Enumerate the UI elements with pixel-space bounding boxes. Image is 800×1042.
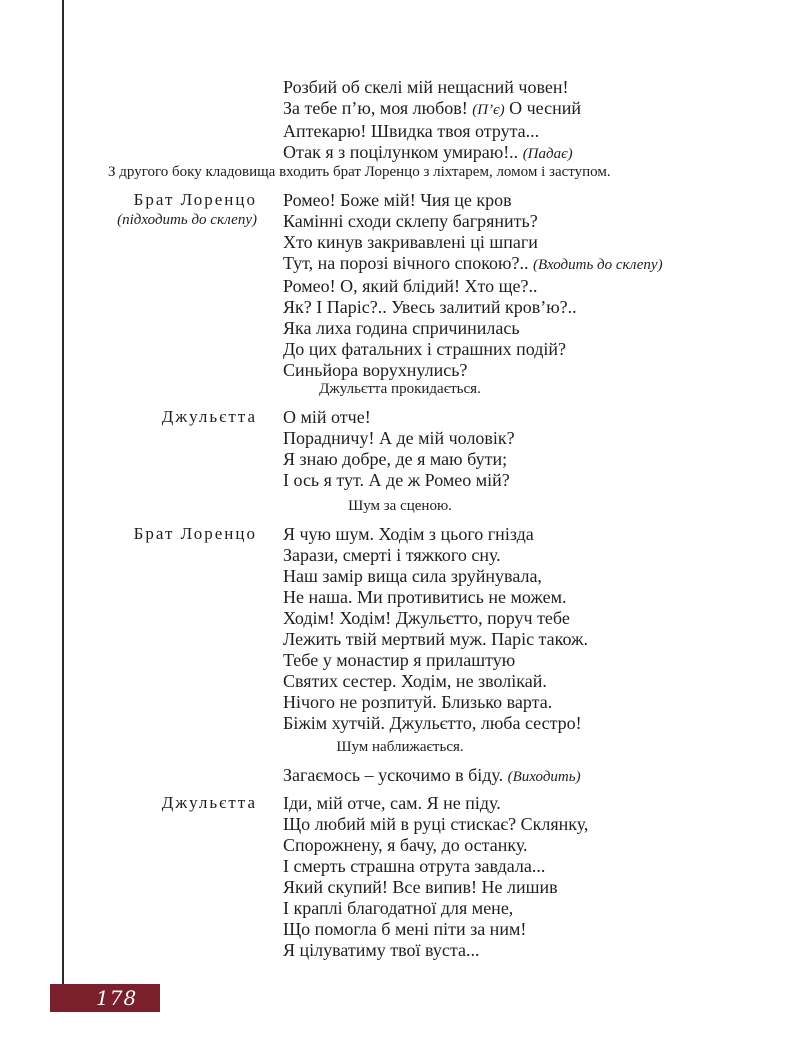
verse-line: І ось я тут. А де ж Ромео мій? bbox=[283, 470, 510, 490]
stage-direction: (Падає) bbox=[522, 146, 573, 162]
verse-line: Наш замір вища сила зруйнувала, bbox=[283, 566, 542, 586]
verse-block-1 bbox=[283, 77, 581, 165]
page-number: 178 bbox=[96, 986, 138, 1010]
speaker-note: (підходить до склепу) bbox=[117, 212, 257, 228]
stage-direction-center: Шум наближається. bbox=[336, 739, 464, 755]
verse-line: Ромео! О, який блідий! Хто ще?.. bbox=[283, 276, 538, 296]
verse-line: Зарази, смерті і тяжкого сну. bbox=[283, 545, 501, 565]
verse-line: Яка лиха година спричинилась bbox=[283, 318, 520, 338]
verse-line: Тебе у монастир я прилаштую bbox=[283, 650, 516, 670]
stage-direction-center: Джульєтта прокидається. bbox=[319, 381, 481, 397]
verse-line: Я чую шум. Ходім з цього гнізда bbox=[283, 524, 534, 544]
speaker-name: Брат Лоренцо bbox=[133, 190, 257, 209]
verse-line: О мій отче! bbox=[283, 407, 371, 427]
verse-line: Що помогла б мені піти за ним! bbox=[283, 919, 527, 939]
verse-line: Я знаю добре, де я маю бути; bbox=[283, 449, 508, 469]
verse-block-6 bbox=[283, 793, 588, 961]
speaker-name: Брат Лоренцо bbox=[133, 524, 257, 543]
speaker-name: Джульєтта bbox=[161, 793, 257, 812]
verse-line: За тебе п’ю, моя любов! (П’є) О чесний bbox=[283, 98, 582, 118]
verse-line: Святих сестер. Ходім, не зволікай. bbox=[283, 671, 547, 691]
verse-line: Я цілуватиму твої вуста... bbox=[283, 940, 480, 960]
verse-line: Біжім хутчій. Джульєтто, люба сестро! bbox=[283, 713, 582, 733]
verse-line: І краплі благодатної для мене, bbox=[283, 898, 514, 918]
verse-line: Розбий об скелі мій нещасний човен! bbox=[283, 77, 569, 97]
stage-direction: (Входить до склепу) bbox=[533, 257, 663, 273]
verse-line: Спорожнену, я бачу, до останку. bbox=[283, 835, 528, 855]
verse-line: Ромео! Боже мій! Чия це кров bbox=[283, 190, 512, 210]
verse-line: Іди, мій отче, сам. Я не піду. bbox=[283, 793, 501, 813]
verse-line: Не наша. Ми противитись не можем. bbox=[283, 587, 567, 607]
stage-direction: (Виходить) bbox=[507, 769, 581, 785]
verse-block-2 bbox=[283, 190, 663, 381]
verse-line: Лежить твій мертвий муж. Паріс також. bbox=[283, 629, 588, 649]
stage-direction: (П’є) bbox=[472, 102, 505, 118]
verse-line: І смерть страшна отрута завдала... bbox=[283, 856, 546, 876]
speaker-name: Джульєтта bbox=[161, 407, 257, 426]
verse-line: Хто кинув закривавлені ці шпаги bbox=[283, 232, 538, 252]
verse-block-5 bbox=[283, 765, 581, 788]
verse-block-3 bbox=[283, 407, 515, 491]
verse-line: Отак я з поцілунком умираю!.. (Падає) bbox=[283, 142, 573, 162]
verse-line: Тут, на порозі вічного спокою?.. (Входить до склепу) bbox=[283, 253, 663, 273]
verse-line: Ходім! Ходім! Джульєтто, поруч тебе bbox=[283, 608, 570, 628]
verse-line: Що любий мій в руці стискає? Склянку, bbox=[283, 814, 589, 834]
verse-line: Який скупий! Все випив! Не лишив bbox=[283, 877, 558, 897]
verse-line: Аптекарю! Швидка твоя отрута... bbox=[283, 121, 540, 141]
verse-line: Нічого не розпитуй. Близько варта. bbox=[283, 692, 553, 712]
verse-line: Порадничу! А де мій чоловік? bbox=[283, 428, 515, 448]
stage-direction-center: З другого боку кладовища входить брат Лоренцо з ліхтарем, ломом і заступом. bbox=[108, 164, 611, 180]
verse-line: Загаємось – ускочимо в біду. (Виходить) bbox=[283, 765, 581, 785]
stage-direction-center: Шум за сценою. bbox=[348, 498, 452, 514]
verse-block-4 bbox=[283, 524, 588, 734]
verse-line: До цих фатальних і страшних подій? bbox=[283, 339, 567, 359]
verse-line: Як? І Паріс?.. Увесь залитий кров’ю?.. bbox=[283, 297, 577, 317]
verse-line: Синьйора ворухнулись? bbox=[283, 360, 468, 380]
verse-line: Камінні сходи склепу багрянить? bbox=[283, 211, 538, 231]
